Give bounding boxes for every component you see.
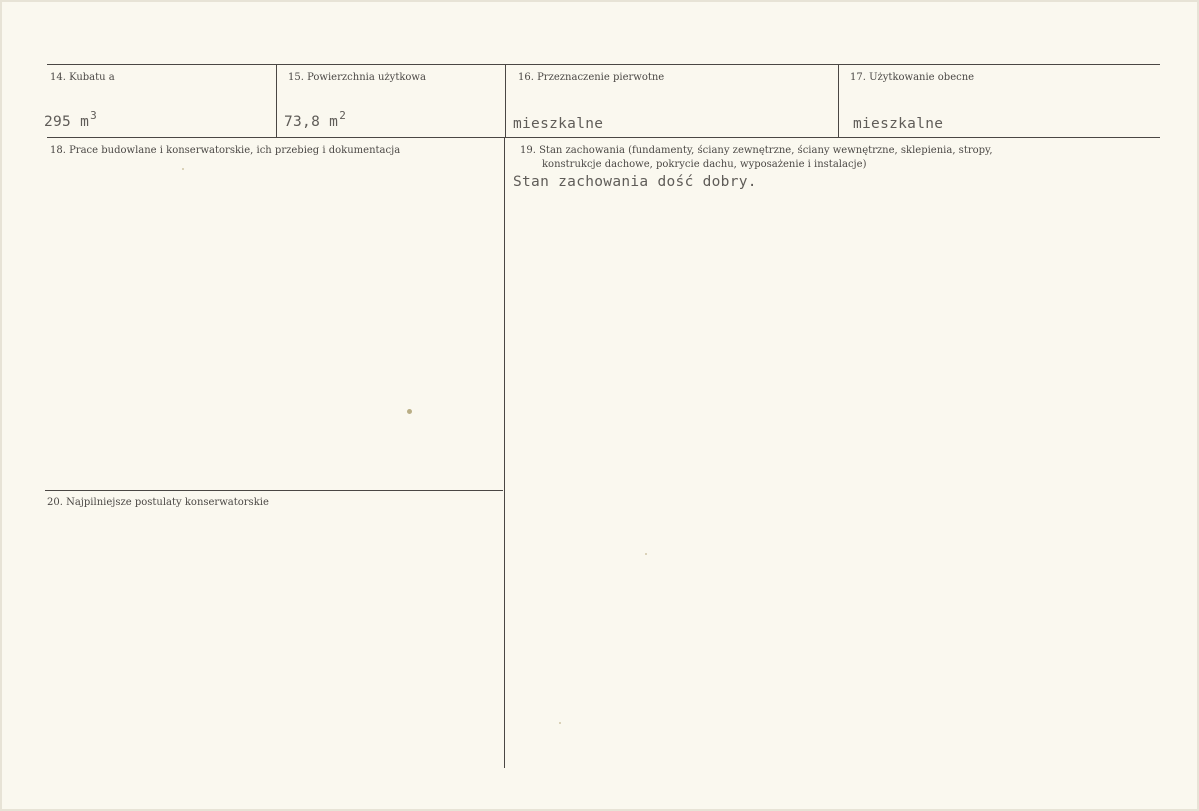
divider-14-15 — [276, 65, 277, 137]
section-divider-18-20 — [45, 490, 503, 491]
kubatura-label: 14. Kubatu a — [50, 72, 115, 83]
stan-value: Stan zachowania dość dobry. — [513, 174, 757, 190]
postulaty-label: 20. Najpilniejsze postulaty konserwatorskie — [47, 497, 269, 508]
paper-speck — [182, 168, 184, 170]
paper-speck — [559, 722, 561, 724]
uzytkowanie-value: mieszkalne — [853, 116, 944, 132]
uzytkowanie-label: 17. Użytkowanie obecne — [850, 72, 975, 83]
powierzchnia-unit-exponent: 2 — [339, 109, 347, 122]
przeznaczenie-value: mieszkalne — [513, 116, 604, 132]
main-divider — [504, 138, 505, 768]
stan-label-line1: 19. Stan zachowania (fundamenty, ściany zewnętrzne, ściany wewnętrzne, sklepienia, stropy, — [520, 145, 993, 156]
przeznaczenie-label: 16. Przeznaczenie pierwotne — [518, 72, 665, 83]
paper-speck — [407, 409, 412, 414]
stan-label-line2: konstrukcje dachowe, pokrycie dachu, wyposażenie i instalacje) — [542, 159, 867, 170]
divider-15-16 — [505, 65, 506, 137]
powierzchnia-label: 15. Powierzchnia użytkowa — [288, 72, 426, 83]
kubatura-value — [44, 109, 98, 130]
kubatura-value-text: 295 m — [44, 114, 90, 130]
powierzchnia-value-text: 73,8 m — [284, 114, 339, 130]
prace-label: 18. Prace budowlane i konserwatorskie, ich przebieg i dokumentacja — [50, 145, 401, 156]
divider-16-17 — [838, 65, 839, 137]
paper-speck — [645, 553, 647, 555]
row-divider — [47, 137, 1160, 138]
kubatura-unit-exponent: 3 — [90, 109, 98, 122]
top-rule — [47, 64, 1160, 65]
powierzchnia-value — [284, 109, 347, 130]
